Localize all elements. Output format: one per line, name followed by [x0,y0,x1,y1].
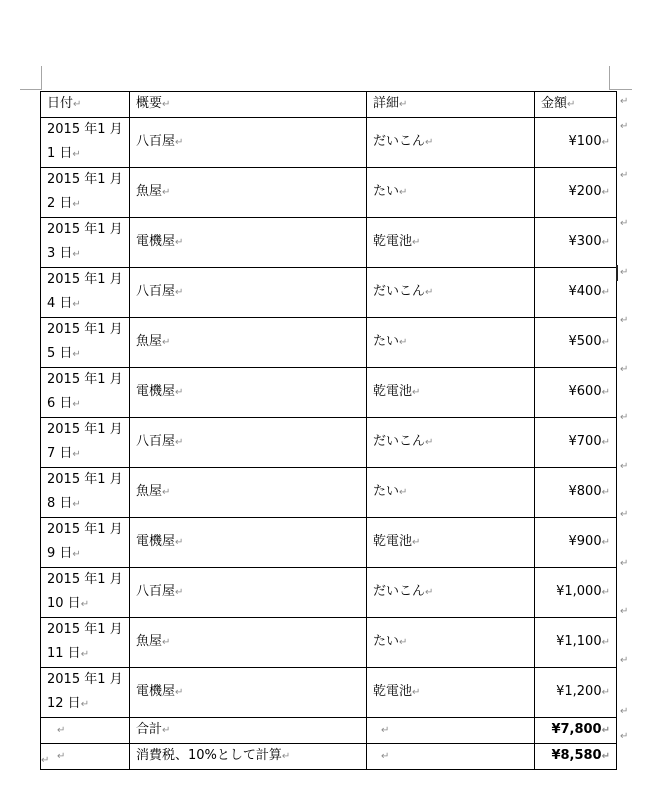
row-end-mark: ↵ [620,461,629,472]
cell-end-mark: ↵ [425,287,434,298]
cell-end-mark: ↵ [601,725,610,736]
date-line-2: 7 日 [47,446,73,461]
date-line-1: 2015 年1 月 [47,322,123,337]
detail-text: たい [373,484,400,499]
cell-end-mark: ↵ [412,237,421,248]
end-paragraph-mark: ↵ [41,755,50,766]
detail-text: だいこん [373,584,426,599]
header-date-label: 日付 [47,96,74,111]
cell-end-mark: ↵ [57,751,66,762]
row-end-mark: ↵ [620,509,629,520]
row-end-mark: ↵ [620,706,629,717]
cell-end-mark: ↵ [601,587,610,598]
summary-cell[interactable] [130,618,367,668]
cell-end-mark: ↵ [601,487,610,498]
tax-total-row-label: 消費税、10%として計算 [136,748,282,763]
total-row-label: 合計 [136,722,163,737]
detail-text: だいこん [373,284,426,299]
summary-text: 魚屋 [136,184,163,199]
date-line-2: 3 日 [47,246,73,261]
date-line-2: 2 日 [47,196,73,211]
date-line-2: 10 日 [47,596,81,611]
summary-cell[interactable] [130,118,367,168]
cell-end-mark: ↵ [601,187,610,198]
amount-text: ¥1,000 [556,584,602,599]
cell-end-mark: ↵ [412,387,421,398]
summary-text: 八百屋 [136,134,176,149]
cell-end-mark: ↵ [425,437,434,448]
header-cell-date[interactable] [41,92,130,118]
date-line-2: 1 日 [47,146,73,161]
date-cell[interactable] [41,268,130,318]
cell-end-mark: ↵ [73,99,82,110]
cell-end-mark: ↵ [80,699,90,710]
total-row [41,718,617,744]
summary-text: 八百屋 [136,584,176,599]
row-end-mark: ↵ [620,315,629,326]
row-end-mark: ↵ [620,96,629,107]
date-cell[interactable] [41,668,130,718]
row-end-mark: ↵ [620,558,629,569]
detail-text: たい [373,634,400,649]
amount-text: ¥1,100 [556,634,602,649]
cell-end-mark: ↵ [80,649,90,660]
table-row [41,468,617,518]
cell-end-mark: ↵ [72,299,81,310]
amount-cell[interactable] [535,668,617,718]
tax-total-row [41,744,617,770]
amount-text: ¥100 [568,134,602,149]
detail-cell[interactable] [367,618,535,668]
cell-end-mark: ↵ [80,599,90,610]
cell-end-mark: ↵ [175,687,184,698]
detail-cell[interactable] [367,418,535,468]
cell-end-mark: ↵ [72,349,81,360]
detail-cell[interactable] [367,668,535,718]
summary-text: 魚屋 [136,484,163,499]
cell-end-mark: ↵ [399,637,408,648]
cell-end-mark: ↵ [281,751,291,762]
amount-cell[interactable] [535,418,617,468]
date-line-1: 2015 年1 月 [47,422,123,437]
amount-cell[interactable] [535,718,617,744]
table-row [41,368,617,418]
date-line-2: 9 日 [47,546,73,561]
table-row [41,618,617,668]
cell-end-mark: ↵ [162,187,171,198]
empty-cell[interactable] [367,718,535,744]
summary-text: 電機屋 [136,234,176,249]
cell-end-mark: ↵ [175,587,184,598]
amount-text: ¥200 [568,184,602,199]
summary-cell[interactable] [130,218,367,268]
amount-cell[interactable] [535,744,617,770]
empty-cell[interactable] [41,744,130,770]
date-line-2: 4 日 [47,296,73,311]
detail-cell[interactable] [367,468,535,518]
table-header-row [41,92,617,118]
date-line-2: 5 日 [47,346,73,361]
detail-text: 乾電池 [373,234,413,249]
table-row [41,418,617,468]
detail-cell[interactable] [367,268,535,318]
date-line-1: 2015 年1 月 [47,622,123,637]
amount-cell[interactable] [535,568,617,618]
cell-end-mark: ↵ [175,387,184,398]
detail-text: 乾電池 [373,384,413,399]
amount-text: ¥300 [568,234,602,249]
date-cell[interactable] [41,318,130,368]
summary-text: 魚屋 [136,334,163,349]
expense-table[interactable] [40,91,617,770]
cell-end-mark: ↵ [601,687,610,698]
row-end-mark: ↵ [620,218,629,229]
cell-end-mark: ↵ [399,99,408,110]
date-line-1: 2015 年1 月 [47,572,123,587]
amount-text: ¥700 [568,434,602,449]
summary-text: 八百屋 [136,284,176,299]
cell-end-mark: ↵ [72,199,81,210]
cell-end-mark: ↵ [72,549,81,560]
cell-end-mark: ↵ [425,137,434,148]
cell-end-mark: ↵ [601,751,610,762]
table-row [41,668,617,718]
summary-cell[interactable] [130,418,367,468]
cell-end-mark: ↵ [601,287,610,298]
header-summary-label: 概要 [136,96,163,111]
table-row [41,218,617,268]
summary-cell[interactable] [130,468,367,518]
date-line-2: 8 日 [47,496,73,511]
empty-cell[interactable] [41,718,130,744]
date-line-1: 2015 年1 月 [47,472,123,487]
summary-cell[interactable] [130,268,367,318]
amount-text: ¥400 [568,284,602,299]
summary-cell[interactable] [130,518,367,568]
cell-end-mark: ↵ [399,487,408,498]
date-line-2: 12 日 [47,696,81,711]
amount-cell[interactable] [535,218,617,268]
date-line-2: 6 日 [47,396,73,411]
summary-cell[interactable] [130,168,367,218]
detail-cell[interactable] [367,218,535,268]
cell-end-mark: ↵ [162,337,171,348]
table-row [41,318,617,368]
total-row-amount: ¥7,800 [551,722,602,737]
cell-end-mark: ↵ [162,637,171,648]
summary-cell[interactable] [130,668,367,718]
cell-end-mark: ↵ [57,725,66,736]
header-cell-amount[interactable] [535,92,617,118]
summary-cell[interactable] [130,568,367,618]
crop-mark-left-horizontal [20,89,41,90]
row-end-mark: ↵ [620,655,629,666]
cell-end-mark: ↵ [175,437,184,448]
cell-end-mark: ↵ [425,587,434,598]
cell-end-mark: ↵ [399,337,408,348]
cell-end-mark: ↵ [601,237,610,248]
amount-cell[interactable] [535,118,617,168]
amount-text: ¥1,200 [556,684,602,699]
header-detail-label: 詳細 [373,96,400,111]
detail-cell[interactable] [367,568,535,618]
date-cell[interactable] [41,518,130,568]
detail-text: 乾電池 [373,534,413,549]
detail-cell[interactable] [367,118,535,168]
cell-end-mark: ↵ [175,237,184,248]
text-cursor [616,265,618,281]
date-cell[interactable] [41,618,130,668]
cell-end-mark: ↵ [175,137,184,148]
amount-cell[interactable] [535,368,617,418]
cell-end-mark: ↵ [601,437,610,448]
summary-text: 魚屋 [136,634,163,649]
summary-cell[interactable] [130,744,367,770]
table-row [41,518,617,568]
date-line-1: 2015 年1 月 [47,272,123,287]
cell-end-mark: ↵ [601,137,610,148]
cell-end-mark: ↵ [412,687,421,698]
amount-cell[interactable] [535,618,617,668]
date-cell[interactable] [41,218,130,268]
row-end-mark: ↵ [620,731,629,742]
amount-cell[interactable] [535,168,617,218]
cell-end-mark: ↵ [399,187,408,198]
amount-cell[interactable] [535,268,617,318]
detail-text: たい [373,334,400,349]
amount-cell[interactable] [535,318,617,368]
cell-end-mark: ↵ [72,149,81,160]
summary-cell[interactable] [130,368,367,418]
cell-end-mark: ↵ [72,399,81,410]
crop-mark-right-vertical [609,66,610,90]
detail-cell[interactable] [367,518,535,568]
table-row [41,568,617,618]
cell-end-mark: ↵ [381,751,390,762]
table-row [41,168,617,218]
summary-text: 電機屋 [136,684,176,699]
tax-total-row-amount: ¥8,580 [551,748,602,763]
detail-text: だいこん [373,434,426,449]
crop-mark-right-horizontal [610,89,632,90]
cell-end-mark: ↵ [72,249,81,260]
date-line-1: 2015 年1 月 [47,172,123,187]
cell-end-mark: ↵ [601,337,610,348]
row-end-mark: ↵ [620,121,629,132]
row-end-mark: ↵ [620,606,629,617]
cell-end-mark: ↵ [175,287,184,298]
date-cell[interactable] [41,368,130,418]
cell-end-mark: ↵ [601,637,610,648]
cell-end-mark: ↵ [162,99,171,110]
detail-text: たい [373,184,400,199]
detail-cell[interactable] [367,168,535,218]
detail-text: 乾電池 [373,684,413,699]
cell-end-mark: ↵ [162,725,171,736]
detail-cell[interactable] [367,318,535,368]
date-cell[interactable] [41,568,130,618]
summary-text: 八百屋 [136,434,176,449]
cell-end-mark: ↵ [381,725,390,736]
date-line-1: 2015 年1 月 [47,522,123,537]
header-cell-summary[interactable] [130,92,367,118]
amount-cell[interactable] [535,468,617,518]
date-cell[interactable] [41,468,130,518]
row-end-mark: ↵ [620,170,629,181]
header-amount-label: 金額 [541,96,568,111]
date-cell[interactable] [41,168,130,218]
cell-end-mark: ↵ [162,487,171,498]
date-line-1: 2015 年1 月 [47,372,123,387]
empty-cell[interactable] [367,744,535,770]
amount-text: ¥600 [568,384,602,399]
date-line-1: 2015 年1 月 [47,122,123,137]
cell-end-mark: ↵ [601,387,610,398]
cell-end-mark: ↵ [412,537,421,548]
row-end-mark: ↵ [620,364,629,375]
row-end-mark: ↵ [620,412,629,423]
summary-cell[interactable] [130,318,367,368]
date-line-1: 2015 年1 月 [47,672,123,687]
cell-end-mark: ↵ [72,449,81,460]
date-cell[interactable] [41,418,130,468]
summary-text: 電機屋 [136,384,176,399]
amount-cell[interactable] [535,518,617,568]
date-cell[interactable] [41,118,130,168]
cell-end-mark: ↵ [601,537,610,548]
cell-end-mark: ↵ [175,537,184,548]
cell-end-mark: ↵ [72,499,81,510]
summary-cell[interactable] [130,718,367,744]
date-line-2: 11 日 [47,646,81,661]
detail-cell[interactable] [367,368,535,418]
date-line-1: 2015 年1 月 [47,222,123,237]
header-cell-detail[interactable] [367,92,535,118]
detail-text: だいこん [373,134,426,149]
table-row [41,268,617,318]
amount-text: ¥500 [568,334,602,349]
amount-text: ¥900 [568,534,602,549]
amount-text: ¥800 [568,484,602,499]
table-row [41,118,617,168]
row-end-mark: ↵ [620,267,629,278]
crop-mark-left-vertical [41,66,42,90]
cell-end-mark: ↵ [567,99,576,110]
summary-text: 電機屋 [136,534,176,549]
